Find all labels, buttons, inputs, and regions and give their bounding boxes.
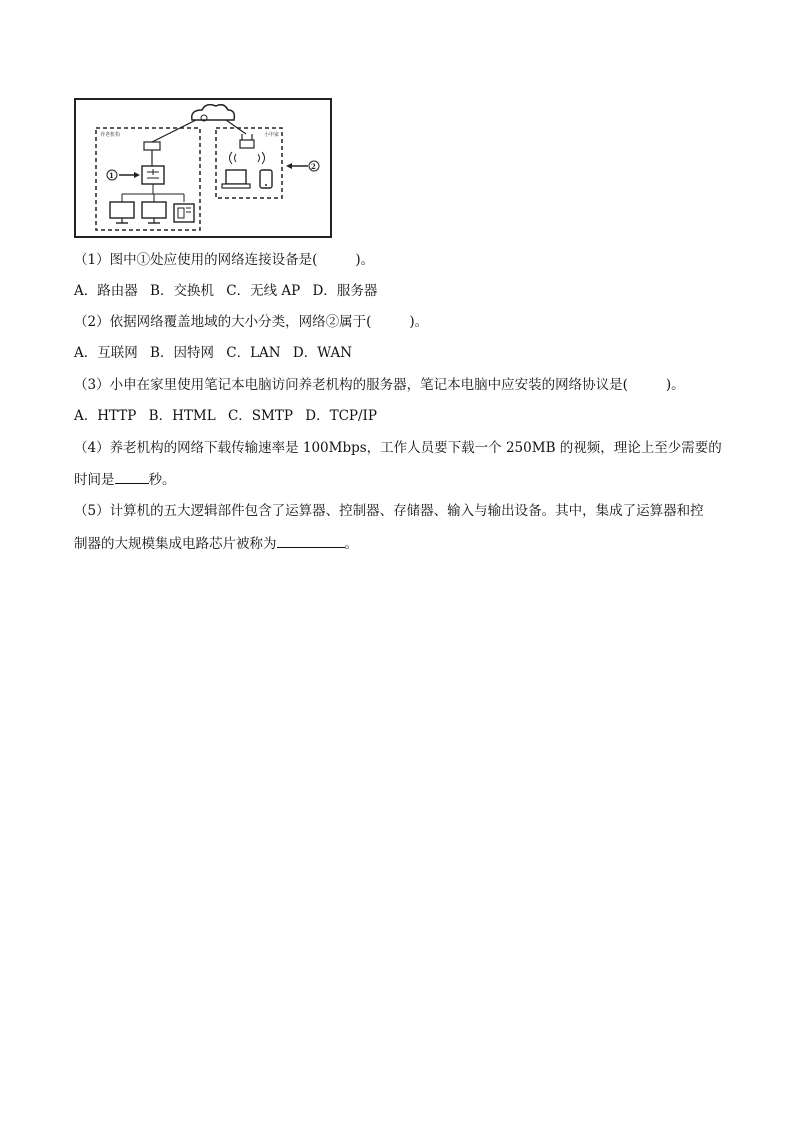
question-4-line-1	[74, 438, 722, 458]
question-3-stem	[74, 375, 685, 395]
right-network-label: 小申家	[264, 132, 280, 138]
question-3-text: （3）小申在家里使用笔记本电脑访问养老机构的服务器，笔记本电脑中应安装的网络协议是(	[74, 377, 628, 393]
option-b[interactable]: B．交换机	[150, 283, 214, 299]
left-network-label: 养老机构	[100, 132, 121, 138]
question-2-options	[74, 343, 360, 363]
question-2-stem	[74, 312, 428, 332]
question-1-options	[74, 281, 385, 301]
question-1-text: （1）图中①处应使用的网络连接设备是(	[74, 252, 318, 268]
question-5-prefix: 制器的大规模集成电路芯片被称为	[74, 536, 277, 552]
telephone-icon	[174, 204, 194, 222]
mobile-phone-icon	[260, 170, 272, 188]
laptop-icon	[222, 170, 250, 188]
question-4-text: （4）养老机构的网络下载传输速率是 100Mbps，工作人员要下载一个 250MB 的视频，理论上至少需要的	[74, 440, 722, 456]
option-a[interactable]: A．HTTP	[74, 408, 137, 424]
switch-icon	[142, 166, 164, 184]
option-b[interactable]: B．因特网	[150, 345, 214, 361]
svg-text:1: 1	[109, 171, 114, 180]
question-5-text: （5）计算机的五大逻辑部件包含了运算器、控制器、存储器、输入与输出设备。其中，集成了运算器和控	[74, 503, 704, 519]
question-5-line-2	[74, 533, 358, 554]
option-d[interactable]: D．WAN	[292, 345, 353, 361]
question-5-line-1	[74, 501, 704, 521]
option-c[interactable]: C．LAN	[226, 345, 281, 361]
question-1-stem	[74, 250, 374, 270]
option-d[interactable]: D．TCP/IP	[305, 408, 377, 424]
option-c[interactable]: C．无线 AP	[226, 283, 301, 299]
option-a[interactable]: A．互联网	[74, 345, 138, 361]
question-5-suffix: 。	[344, 536, 358, 552]
question-3-close: )。	[665, 377, 685, 393]
option-b[interactable]: B．HTML	[148, 408, 216, 424]
question-2-text: （2）依据网络覆盖地域的大小分类，网络②属于(	[74, 314, 372, 330]
question-4-line-2	[74, 469, 176, 490]
answer-blank[interactable]	[277, 533, 345, 548]
option-c[interactable]: C．SMTP	[227, 408, 293, 424]
question-4-suffix: 秒。	[148, 472, 176, 488]
svg-text:2: 2	[311, 162, 316, 171]
question-3-options	[74, 406, 385, 426]
modem-icon	[144, 142, 160, 150]
question-2-close: )。	[409, 314, 429, 330]
question-4-prefix: 时间是	[74, 472, 115, 488]
option-d[interactable]: D．服务器	[312, 283, 378, 299]
question-1-close: )。	[355, 252, 375, 268]
option-a[interactable]: A．路由器	[74, 283, 138, 299]
answer-blank[interactable]	[115, 469, 149, 484]
network-diagram	[74, 98, 332, 238]
